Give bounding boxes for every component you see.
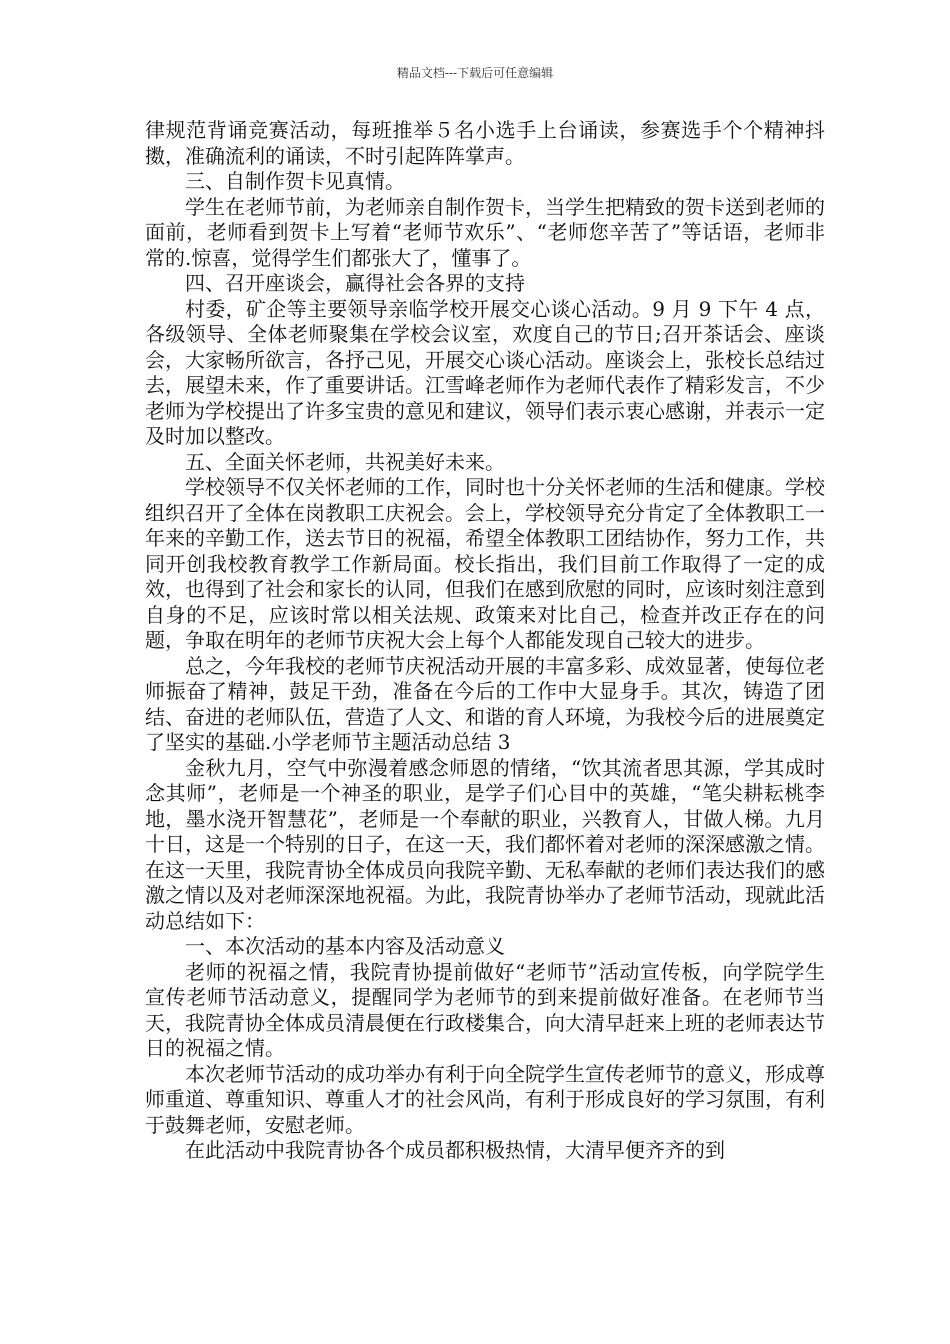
paragraph: 本次老师节活动的成功举办有利于向全院学生宣传老师节的意义，形成尊师重道、尊重知识、尊重人才的社会风尚，有利于形成良好的学习氛围，有利于鼓舞老师，安慰老师。 xyxy=(145,1061,825,1137)
document-body xyxy=(145,118,825,1164)
section-heading: 四、召开座谈会，赢得社会各界的支持 xyxy=(185,271,525,295)
paragraph: 金秋九月，空气中弥漫着感念师恩的情绪，“饮其流者思其源，学其成时念其师”，老师是一个神圣的职业，是学子们心目中的英雄，“笔尖耕耘桃李地，墨水浇开智慧花”，老师是一个奉献的职业，兴教育人，甘做人梯。九月十日，这是一个特别的日子，在这一天，我们都怀着对老师的深深感激之情。在这一天里，我院青协全体成员向我院辛勤、无私奉献的老师们表达我们的感激之情以及对老师深深地祝福。为此，我院青协举办了老师节活动，现就此活动总结如下： xyxy=(145,755,825,933)
paragraph: 在此活动中我院青协各个成员都积极热情，大清早便齐齐的到 xyxy=(185,1138,725,1162)
paragraph: 村委，矿企等主要领导亲临学校开展交心谈心活动。9 月 9 下午 4 点，各级领导、全体老师聚集在学校会议室，欢度自己的节日;召开茶话会、座谈会，大家畅所欲言，各抒己见，开展交心谈心活动。座谈会上，张校长总结过去，展望未来，作了重要讲话。江雪峰老师作为老师代表作了精彩发言，不少老师为学校提出了许多宝贵的意见和建议，领导们表示衷心感谢，并表示一定及时加以整改。 xyxy=(145,296,825,448)
paragraph: 老师的祝福之情，我院青协提前做好“老师节”活动宣传板，向学院学生宣传老师节活动意义，提醒同学为老师节的到来提前做好准备。在老师节当天，我院青协全体成员清晨便在行政楼集合，向大清早赶来上班的老师表达节日的祝福之情。 xyxy=(145,959,825,1060)
paragraph: 学校领导不仅关怀老师的工作，同时也十分关怀老师的生活和健康。学校组织召开了全体在岗教职工庆祝会。会上，学校领导充分肯定了全体教职工一年来的辛勤工作，送去节日的祝福，希望全体教职工团结协作，努力工作，共同开创我校教育教学工作新局面。校长指出，我们目前工作取得了一定的成效，也得到了社会和家长的认同，但我们在感到欣慰的同时，应该时刻注意到自身的不足，应该时常以相关法规、政策来对比自己，检查并改正存在的问题，争取在明年的老师节庆祝大会上每个人都能发现自己较大的进步。 xyxy=(145,475,825,652)
paragraph: 总之，今年我校的老师节庆祝活动开展的丰富多彩、成效显著，使每位老师振奋了精神，鼓足干劲，准备在今后的工作中大显身手。其次，铸造了团结、奋进的老师队伍，营造了人文、和谐的育人环境，为我校今后的进展奠定了坚实的基础.小学老师节主题活动总结 3 xyxy=(145,653,825,754)
page-header: 精品文档---下载后可任意编辑 xyxy=(396,66,554,80)
section-heading: 三、自制作贺卡见真情。 xyxy=(185,169,405,193)
section-heading: 一、本次活动的基本内容及活动意义 xyxy=(185,934,505,958)
section-heading: 五、全面关怀老师，共祝美好未来。 xyxy=(185,449,505,474)
paragraph: 学生在老师节前，为老师亲自制作贺卡，当学生把精致的贺卡送到老师的面前，老师看到贺卡上写着“老师节欢乐”、“老师您辛苦了”等话语，老师非常的.惊喜，觉得学生们都张大了，懂事了。 xyxy=(145,194,825,270)
paragraph: 律规范背诵竞赛活动，每班推举５名小选手上台诵读，参赛选手个个精神抖擞，准确流利的诵读，不时引起阵阵掌声。 xyxy=(145,118,825,168)
